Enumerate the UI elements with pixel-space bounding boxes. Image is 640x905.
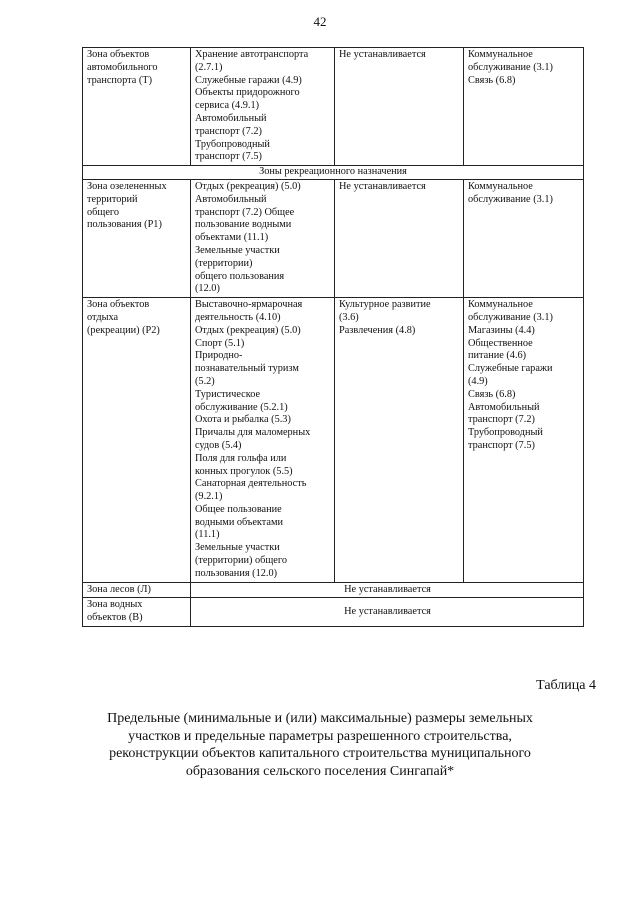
merged-uses-cell: Не устанавливается [191,582,584,598]
text-line: транспорт (7.5) [195,151,262,163]
text-line: Охота и рыбалка (5.3) [195,414,291,426]
text-line: реконструкции объектов капитального строительства муниципального [109,746,531,761]
text-line: Земельные участки [195,244,280,256]
table-row-recreation-zone [83,298,584,583]
text-line: Зона озелененных [87,180,167,192]
zone-name-cell [83,179,191,297]
zone-name-cell [83,598,191,627]
text-line: транспорт (7.2) Общее [195,206,295,218]
text-line: познавательный туризм [195,363,299,375]
text-line: Зона объектов [87,299,150,311]
zones-table [82,47,584,627]
text-line: деятельность (4.10) [195,311,281,323]
text-line: Предельные (минимальные и (или) максимальные) размеры земельных [107,711,533,726]
zone-name-cell [83,48,191,166]
text-line: Коммунальное [468,180,533,192]
text-line: Связь (6.8) [468,388,516,400]
text-line: Общественное [468,337,533,349]
main-uses-cell [191,48,335,166]
text-line: обслуживание (3.1) [468,193,553,205]
text-line: Служебные гаражи [468,363,553,375]
section-title: Зоны рекреационного назначения [83,166,584,180]
main-uses-cell [191,179,335,297]
text-line: обслуживание (3.1) [468,61,553,73]
table-row-green-zone [83,179,584,297]
zone-name-cell [83,582,191,598]
conditional-uses-cell [335,48,464,166]
text-line: Зона лесов (Л) [87,583,151,595]
text-line: Коммунальное [468,49,533,60]
text-line: (9.2.1) [195,491,223,503]
text-line: (11.1) [195,529,220,541]
text-line: Хранение автотранспорта [195,49,309,60]
table-caption [70,710,570,780]
text-line: конных прогулок (5.5) [195,465,293,477]
auxiliary-uses-cell [464,179,584,297]
text-line: (рекреации) (Р2) [87,324,160,336]
text-line: Служебные гаражи (4.9) [195,74,302,86]
text-line: Туристическое [195,388,261,400]
text-line: Коммунальное [468,299,533,311]
merged-uses-cell: Не устанавливается [191,598,584,627]
section-row-recreation [83,166,584,180]
text-line: Природно- [195,350,243,362]
conditional-uses-cell [335,298,464,583]
text-line: Зона объектов [87,49,150,60]
table-row-transport-zone [83,48,584,166]
text-line: обслуживание (5.2.1) [195,401,288,413]
text-line: Не устанавливается [339,180,426,192]
text-line: транспорта (Т) [87,74,153,86]
table-row-forest-zone [83,582,584,598]
text-line: объектов (В) [87,612,143,624]
zone-name-cell [83,298,191,583]
text-line: Магазины (4.4) [468,324,535,336]
text-line: объектами (11.1) [195,232,269,244]
text-line: территорий [87,193,138,205]
text-line: пользования (12.0) [195,567,278,579]
text-line: Отдых (рекреация) (5.0) [195,324,301,336]
main-uses-cell [191,298,335,583]
text-line: Зона водных [87,599,143,611]
text-line: Трубопроводный [468,427,543,439]
text-line: Развлечения (4.8) [339,324,416,336]
text-line: (территории) [195,257,253,269]
text-line: образования сельского поселения Сингапай* [185,763,455,779]
text-line: (2.7.1) [195,61,223,73]
text-line: общего [87,206,120,218]
text-line: (3.6) [339,311,359,323]
text-line: Культурное развитие [339,299,431,311]
table-label: Таблица 4 [536,678,596,693]
text-line: пользование водными [195,219,292,231]
text-line: Связь (6.8) [468,74,516,86]
auxiliary-uses-cell [464,48,584,166]
text-line: сервиса (4.9.1) [195,100,260,112]
text-line: водными объектами [195,516,284,528]
text-line: Общее пользование [195,503,282,515]
text-line: автомобильного [87,61,158,73]
text-line: (4.9) [468,375,488,387]
text-line: транспорт (7.5) [468,439,535,451]
text-line: судов (5.4) [195,439,242,451]
text-line: отдыха [87,311,119,323]
text-line: Отдых (рекреация) (5.0) [195,180,301,192]
text-line: Выставочно-ярмарочная [195,299,303,311]
text-line: Автомобильный [195,112,267,124]
text-line: Трубопроводный [195,138,270,150]
text-line: (12.0) [195,283,220,295]
text-line: транспорт (7.2) [195,125,262,137]
text-line: питание (4.6) [468,350,527,362]
text-line: Спорт (5.1) [195,337,245,349]
text-line: Автомобильный [468,401,540,413]
text-line: Причалы для маломерных [195,427,311,439]
text-line: обслуживание (3.1) [468,311,553,323]
text-line: транспорт (7.2) [468,414,535,426]
conditional-uses-cell [335,179,464,297]
text-line: участков и предельные параметры разрешенного строительства, [128,728,512,744]
text-line: Не устанавливается [339,49,426,60]
text-line: общего пользования [195,270,285,282]
page-number: 42 [313,14,327,29]
text-line: (5.2) [195,375,215,387]
text-line: Поля для гольфа или [195,452,287,464]
text-line: Санаторная деятельность [195,478,307,490]
text-line: Объекты придорожного [195,87,300,99]
text-line: Автомобильный [195,193,267,205]
table-row-water-zone [83,598,584,627]
text-line: пользования (Р1) [87,219,162,231]
text-line: Земельные участки [195,542,280,554]
text-line: (территории) общего [195,555,287,567]
auxiliary-uses-cell [464,298,584,583]
